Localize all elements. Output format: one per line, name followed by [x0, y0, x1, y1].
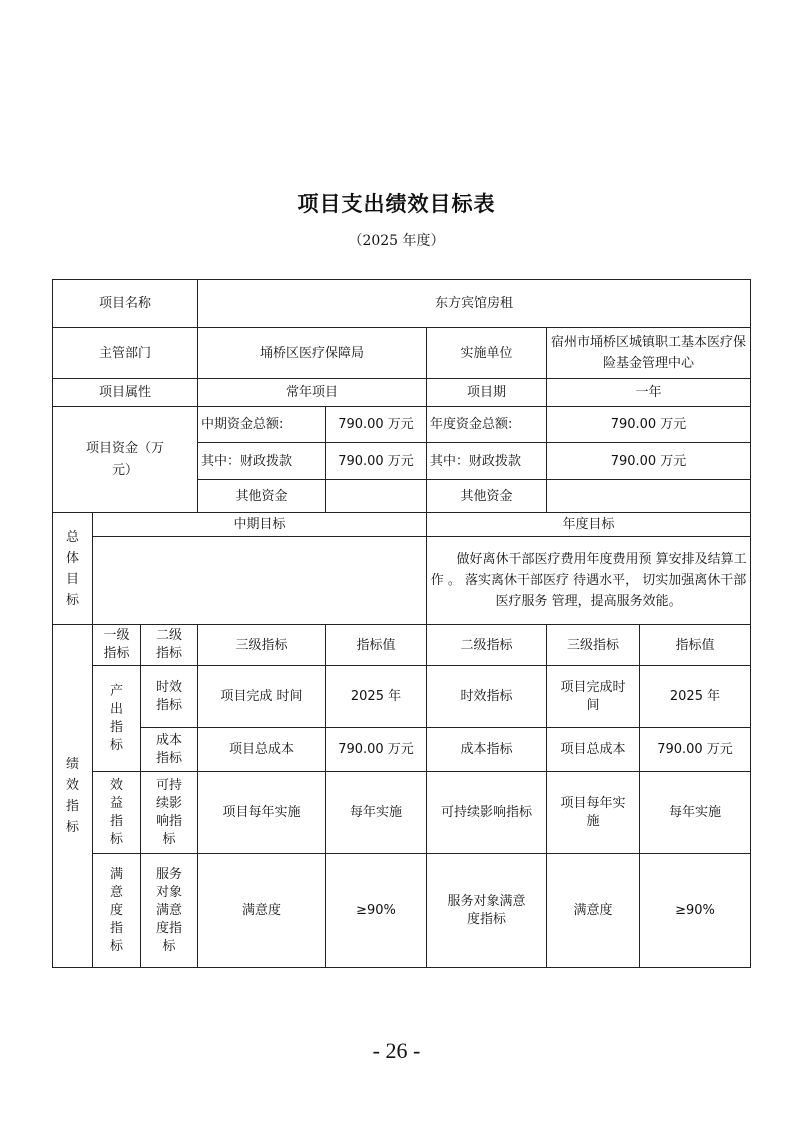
mid-goal-header: 中期目标	[93, 513, 427, 537]
table-row	[53, 772, 751, 854]
table-row	[53, 328, 751, 379]
satisfaction-level3: 满意度	[198, 854, 326, 968]
table-row	[53, 666, 751, 728]
dept-value: 埇桥区医疗保障局	[198, 328, 427, 379]
unit-label: 实施单位	[427, 328, 547, 379]
mid-other-value	[326, 480, 427, 513]
satisfaction-level2-b: 服务对象满意度指标	[427, 854, 547, 968]
level2-header-b: 二级指标	[427, 625, 547, 666]
satisfaction-level2: 服务对象满意度指标	[141, 854, 198, 968]
benefit-value: 每年实施	[326, 772, 427, 854]
satisfaction-level1: 满意度指标	[93, 854, 141, 968]
year-fiscal-label: 其中：财政拨款	[427, 443, 547, 480]
level2-header: 二级指标	[141, 625, 198, 666]
level3-header: 三级指标	[198, 625, 326, 666]
attr-label: 项目属性	[53, 379, 198, 407]
year-other-value	[547, 480, 751, 513]
benefit-level2: 可持续影响指标	[141, 772, 198, 854]
table-row	[53, 537, 751, 625]
page-title: 项目支出绩效目标表	[297, 192, 496, 216]
year-fiscal-value: 790.00 万元	[547, 443, 751, 480]
satisfaction-level3-b: 满意度	[547, 854, 640, 968]
period-label: 项目期	[427, 379, 547, 407]
timeliness-value: 2025 年	[326, 666, 427, 728]
indicators-label: 绩效指标	[53, 625, 93, 968]
mid-goal-text	[93, 537, 427, 625]
table-row	[53, 407, 751, 443]
table-row	[53, 625, 751, 666]
timeliness-level2-b: 时效指标	[427, 666, 547, 728]
benefit-level3: 项目每年实施	[198, 772, 326, 854]
benefit-level1: 效益指标	[93, 772, 141, 854]
satisfaction-value-b: ≥90%	[640, 854, 751, 968]
value-header: 指标值	[326, 625, 427, 666]
page-number: - 26 -	[372, 1038, 421, 1063]
page-subtitle: （2025 年度）	[348, 233, 445, 249]
mid-other-label: 其他资金	[198, 480, 326, 513]
cost-value: 790.00 万元	[326, 728, 427, 772]
cost-level3-b: 项目总成本	[547, 728, 640, 772]
year-total-value: 790.00 万元	[547, 407, 751, 443]
timeliness-level2: 时效指标	[141, 666, 198, 728]
benefit-level3-b: 项目每年实施	[547, 772, 640, 854]
table-row	[53, 513, 751, 537]
cost-value-b: 790.00 万元	[640, 728, 751, 772]
year-goal-text: 做好离休干部医疗费用年度费用预 算安排及结算工作 。 落实离休干部医疗 待遇水平， 切实加强离休干部医疗服务 管理，提高服务效能。	[427, 537, 751, 625]
period-value: 一年	[547, 379, 751, 407]
performance-goal-table	[52, 279, 751, 968]
level1-header: 一级指标	[93, 625, 141, 666]
dept-label: 主管部门	[53, 328, 198, 379]
timeliness-level3: 项目完成 时间	[198, 666, 326, 728]
table-row	[53, 280, 751, 328]
cost-level2: 成本指标	[141, 728, 198, 772]
timeliness-level3-b: 项目完成时间	[547, 666, 640, 728]
mid-total-label: 中期资金总额:	[198, 407, 326, 443]
funds-label: 项目资金（万元）	[53, 407, 198, 513]
table-row	[53, 854, 751, 968]
output-level1: 产出指标	[93, 666, 141, 772]
project-name-label: 项目名称	[53, 280, 198, 328]
timeliness-value-b: 2025 年	[640, 666, 751, 728]
benefit-level2-b: 可持续影响指标	[427, 772, 547, 854]
year-goal-header: 年度目标	[427, 513, 751, 537]
satisfaction-value: ≥90%	[326, 854, 427, 968]
unit-value: 宿州市埇桥区城镇职工基本医疗保险基金管理中心	[547, 328, 751, 379]
benefit-value-b: 每年实施	[640, 772, 751, 854]
mid-fiscal-value: 790.00 万元	[326, 443, 427, 480]
year-total-label: 年度资金总额:	[427, 407, 547, 443]
mid-fiscal-label: 其中：财政拨款	[198, 443, 326, 480]
mid-total-value: 790.00 万元	[326, 407, 427, 443]
value-header-b: 指标值	[640, 625, 751, 666]
goals-label: 总体目标	[53, 513, 93, 625]
attr-value: 常年项目	[198, 379, 427, 407]
table-row	[53, 728, 751, 772]
cost-level2-b: 成本指标	[427, 728, 547, 772]
table-row	[53, 379, 751, 407]
level3-header-b: 三级指标	[547, 625, 640, 666]
year-other-label: 其他资金	[427, 480, 547, 513]
cost-level3: 项目总成本	[198, 728, 326, 772]
project-name-value: 东方宾馆房租	[198, 280, 751, 328]
